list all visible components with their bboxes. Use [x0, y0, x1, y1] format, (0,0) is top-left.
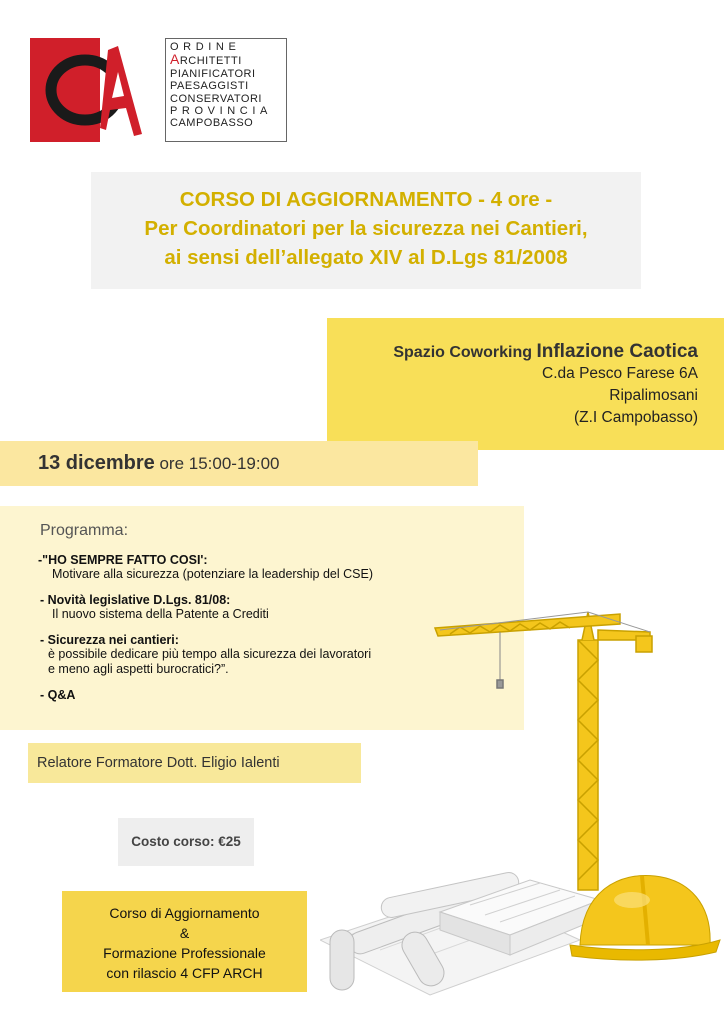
venue-address-3: (Z.I Campobasso) — [573, 409, 698, 426]
program-item-title: -"HO SEMPRE FATTO COSI': — [38, 553, 208, 567]
event-time: ore 15:00-19:00 — [154, 454, 280, 473]
credits-line-2: & — [179, 925, 190, 941]
program-item — [40, 553, 524, 582]
credits-box — [62, 891, 307, 992]
program-item-desc: è possibile dedicare più tempo alla sicurezza dei lavoratori — [48, 647, 372, 661]
program-item-desc: e meno agli aspetti burocratici?”. — [48, 662, 229, 676]
venue-name-line: Spazio Coworking Inflazione Caotica — [393, 341, 698, 362]
course-title-line-3: ai sensi dell’allegato XIV al D.Lgs 81/2008 — [164, 246, 568, 269]
venue-address-1: C.da Pesco Farese 6A — [542, 365, 698, 382]
course-title-line-2: Per Coordinatori per la sicurezza nei Cantieri, — [144, 217, 588, 240]
venue-name: Inflazione Caotica — [536, 341, 698, 362]
course-title-box — [91, 172, 641, 289]
logo-line-campobasso: CAMPOBASSO — [170, 117, 254, 130]
logo-line-conservatori: CONSERVATORI — [170, 92, 262, 105]
program-item-title: - Q&A — [40, 688, 76, 702]
venue-address-2: Ripalimosani — [609, 387, 698, 404]
logo-line-pianificatori: PIANIFICATORI — [170, 67, 256, 80]
program-item-desc: Il nuovo sistema della Patente a Crediti — [52, 607, 269, 621]
program-item-desc: Motivare alla sicurezza (potenziare la leadership del CSE) — [52, 567, 373, 581]
tower-crane-icon — [435, 612, 652, 890]
credits-line-1: Corso di Aggiornamento — [109, 905, 260, 921]
date-strip — [0, 441, 478, 486]
speaker-box: Relatore Formatore Dott. Eligio Ialenti — [28, 743, 361, 783]
construction-illustration — [320, 600, 724, 1000]
program-item-title: - Sicurezza nei cantieri: — [40, 633, 179, 647]
logo-text — [165, 38, 287, 142]
logo-line-ordine: ORDINE — [170, 41, 241, 53]
venue-box — [327, 318, 724, 450]
program-heading: Programma: — [40, 522, 129, 539]
cost-badge: Costo corso: €25 — [118, 818, 254, 866]
logo-mark — [30, 38, 152, 142]
course-title-line-1: CORSO DI AGGIORNAMENTO - 4 ore - — [179, 188, 553, 211]
program-item-title: - Novità legislative D.Lgs. 81/08: — [40, 593, 231, 607]
logo-line-architetti: ARCHITETTI — [170, 51, 242, 68]
logo-line-provincia: PROVINCIA — [170, 105, 272, 118]
credits-line-4: con rilascio 4 CFP ARCH — [106, 965, 263, 981]
credits-line-3: Formazione Professionale — [103, 945, 266, 961]
event-date: 13 dicembre — [38, 452, 155, 474]
logo-line-paesaggisti: PAESAGGISTI — [170, 80, 249, 93]
